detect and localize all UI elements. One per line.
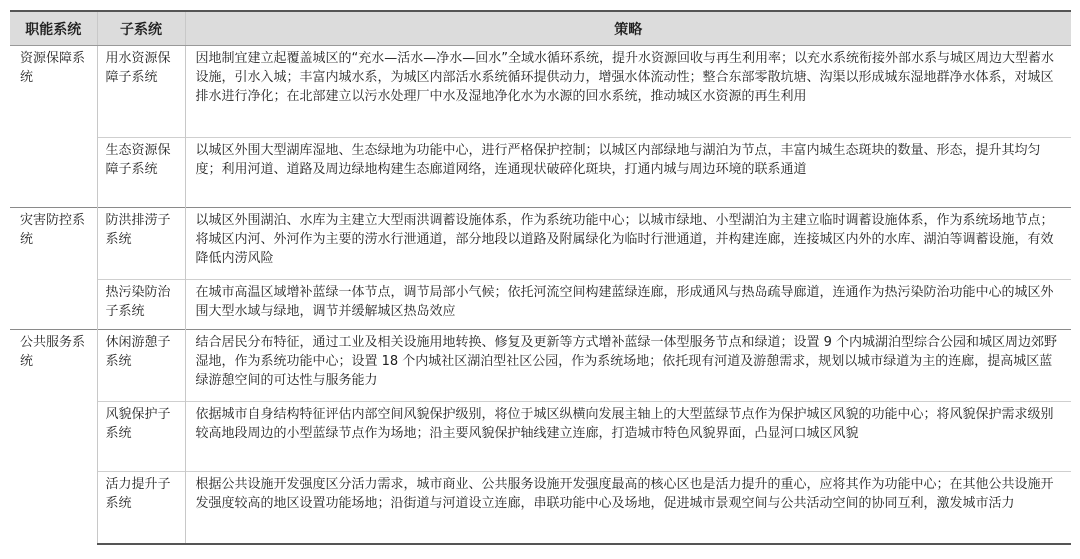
strategy-cell: 在城市高温区域增补蓝绿一体节点，调节局部小气候；依托河流空间构建蓝绿连廊，形成通风与热岛疏导廊道，连通作为热污染防治功能中心的城区外围大型水域与绿地，调节并缓解城区热岛效应 bbox=[185, 280, 1071, 330]
system-cell: 资源保障系统 bbox=[10, 46, 97, 208]
header-subsystem: 子系统 bbox=[97, 11, 185, 46]
subsystem-cell: 休闲游憩子系统 bbox=[97, 330, 185, 402]
strategy-cell: 依据城市自身结构特征评估内部空间风貌保护级别，将位于城区纵横向发展主轴上的大型蓝绿节点作为保护城区风貌的功能中心；将风貌保护需求级别较高地段周边的小型蓝绿节点作为场地；沿主要风貌保护轴线建立连廊，打造城市特色风貌界面，凸显河口城区风貌 bbox=[185, 402, 1071, 472]
header-strategy: 策略 bbox=[185, 11, 1071, 46]
strategy-cell: 以城区外围大型湖库湿地、生态绿地为功能中心，进行严格保护控制；以城区内部绿地与湖泊为节点，丰富内城生态斑块的数量、形态，提升其均匀度；利用河道、道路及周边绿地构建生态廊道网络，连通现状破碎化斑块，打通内城与周边环境的联系通道 bbox=[185, 138, 1071, 208]
subsystem-cell: 热污染防治子系统 bbox=[97, 280, 185, 330]
table-row bbox=[10, 208, 1071, 280]
subsystem-cell: 生态资源保障子系统 bbox=[97, 138, 185, 208]
strategy-table bbox=[10, 10, 1071, 545]
table-row bbox=[10, 330, 1071, 402]
subsystem-cell: 防洪排涝子系统 bbox=[97, 208, 185, 280]
subsystem-cell: 用水资源保障子系统 bbox=[97, 46, 185, 138]
table-row bbox=[10, 472, 1071, 544]
strategy-cell: 以城区外围湖泊、水库为主建立大型雨洪调蓄设施体系，作为系统功能中心；以城市绿地、小型湖泊为主建立临时调蓄设施体系，作为系统场地节点；将城区内河、外河作为主要的涝水行泄通道，部分地段以道路及附属绿化为临时行泄通道，并构建连廊，连接城区内外的水库、湖泊等调蓄设施，有效降低内涝风险 bbox=[185, 208, 1071, 280]
subsystem-cell: 活力提升子系统 bbox=[97, 472, 185, 544]
table-row bbox=[10, 402, 1071, 472]
strategy-cell: 根据公共设施开发强度区分活力需求，城市商业、公共服务设施开发强度最高的核心区也是活力提升的重心，应将其作为功能中心；在其他公共设施开发强度较高的地区设置功能场地；沿街道与河道设立连廊，串联功能中心及场地，促进城市景观空间与公共活动空间的协同互利，激发城市活力 bbox=[185, 472, 1071, 544]
strategy-cell: 因地制宜建立起覆盖城区的“充水—活水—净水—回水”全域水循环系统，提升水资源回收与再生利用率；以充水系统衔接外部水系与城区周边大型蓄水设施，引水入城；丰富内城水系，为城区内部活水系统循环提供动力，增强水体流动性；整合东部零散坑塘、沟渠以形成城东湿地群净水体系，对城区排水进行净化；在北部建立以污水处理厂中水及湿地净化水为水源的回水系统，推动城区水资源的再生利用 bbox=[195, 51, 1054, 104]
table-row bbox=[10, 46, 1071, 138]
system-cell: 灾害防控系统 bbox=[10, 208, 97, 330]
header-system: 职能系统 bbox=[10, 11, 97, 46]
table-row bbox=[10, 280, 1071, 330]
strategy-table-container bbox=[10, 10, 1071, 545]
table-row bbox=[10, 138, 1071, 208]
header-row bbox=[10, 11, 1071, 46]
subsystem-cell: 风貌保护子系统 bbox=[97, 402, 185, 472]
strategy-cell: 结合居民分布特征，通过工业及相关设施用地转换、修复及更新等方式增补蓝绿一体型服务节点和绿道；设置 9 个内城湖泊型综合公园和城区周边郊野湿地，作为系统功能中心；设置 18 个内城社区湖泊型社区公园，作为系统场地；依托现有河道及游憩需求，规划以城市绿道为主的连廊，提高城区蓝绿游憩空间的可达性与服务能力 bbox=[185, 330, 1071, 402]
system-cell: 公共服务系统 bbox=[10, 330, 97, 544]
